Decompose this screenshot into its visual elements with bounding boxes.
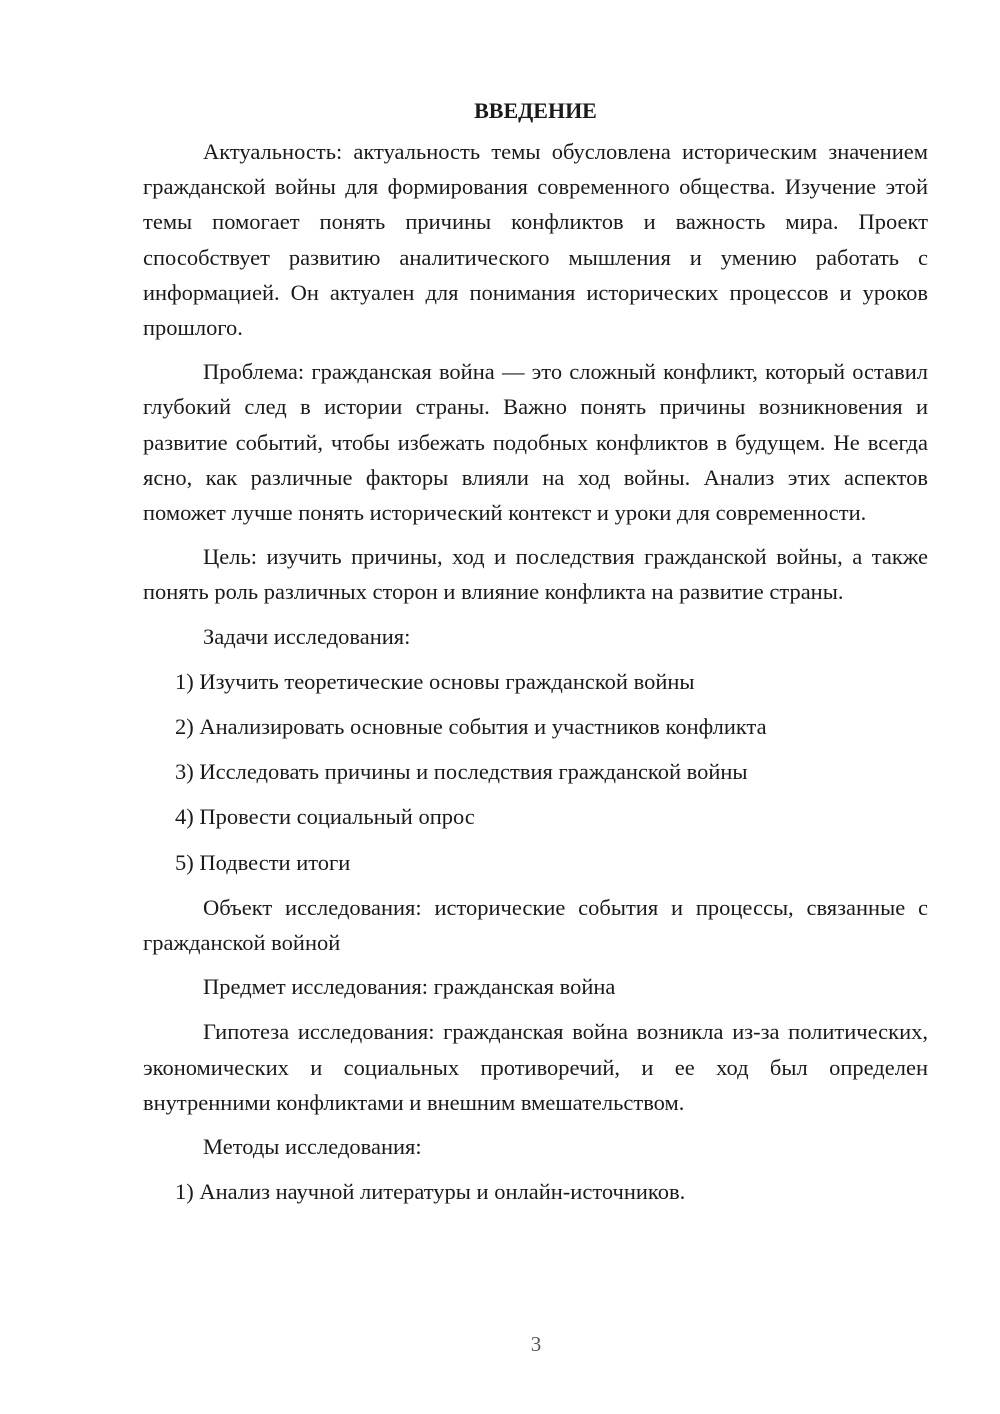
- tasks-list: [143, 664, 928, 880]
- list-item: 4) Провести социальный опрос: [175, 804, 475, 830]
- methods-heading: Методы исследования:: [203, 1134, 422, 1160]
- document-page: [143, 96, 928, 1219]
- goal-paragraph: Цель: изучить причины, ход и последствия гражданской войны, а также понять роль различных сторон и влияние конфликта на развитие страны.: [143, 544, 928, 605]
- page-number: 3: [530, 1332, 542, 1356]
- object-paragraph: Объект исследования: исторические события и процессы, связанные с гражданской войной: [143, 894, 928, 956]
- tasks-heading: Задачи исследования:: [203, 623, 411, 649]
- list-item: 5) Подвести итоги: [175, 849, 351, 875]
- list-item: 1) Анализ научной литературы и онлайн-источников.: [175, 1179, 686, 1205]
- list-item: 3) Исследовать причины и последствия гражданской войны: [175, 759, 748, 785]
- relevance-paragraph: Актуальность: актуальность темы обусловлена историческим значением гражданской войны для формирования современного общества. Изучение этой темы помогает понять причины конфликтов и важность мира. Проект способствует развитию аналитического мышления и умению работать с информацией. Он актуален для понимания исторических процессов и уроков прошлого.: [143, 139, 928, 341]
- list-item: 2) Анализировать основные события и участников конфликта: [175, 714, 767, 740]
- methods-list: [143, 1174, 928, 1209]
- subject-paragraph: Предмет исследования: гражданская война: [203, 974, 616, 1000]
- hypothesis-paragraph: Гипотеза исследования: гражданская война возникла из-за политических, экономических и социальных противоречий, и ее ход был определен внутренними конфликтами и внешним вмешательством.: [143, 1019, 928, 1115]
- page-title: ВВЕДЕНИЕ: [474, 98, 597, 123]
- problem-paragraph: Проблема: гражданская война — это сложный конфликт, который оставил глубокий след в истории страны. Важно понять причины возникновения и развитие событий, чтобы избежать подобных конфликтов в будущем. Не всегда ясно, как различные факторы влияли на ход войны. Анализ этих аспектов поможет лучше понять исторический контекст и уроки для современности.: [143, 359, 928, 526]
- list-item: 1) Изучить теоретические основы гражданской войны: [175, 668, 695, 694]
